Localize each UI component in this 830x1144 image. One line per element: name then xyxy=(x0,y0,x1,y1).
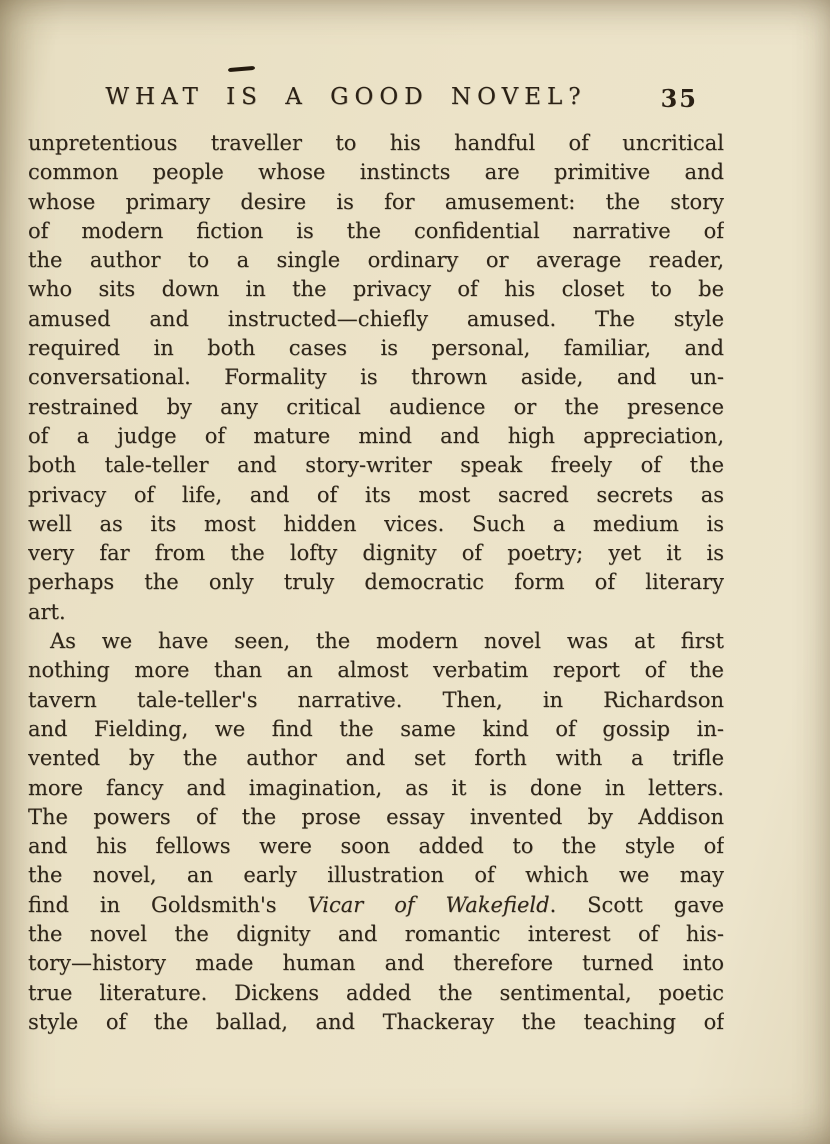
text-line-with-book-title xyxy=(28,891,724,920)
book-title-italic: Vicar of Wakefield xyxy=(307,892,550,917)
text-segment: . Scott gave xyxy=(549,892,724,917)
text-line: tory—history made human and therefore turned into xyxy=(28,951,724,976)
text-line: very far from the lofty dignity of poetry; yet it is xyxy=(28,541,724,566)
text-line: common people whose instincts are primitive and xyxy=(28,160,724,185)
paragraph-2 xyxy=(28,627,724,1037)
text-line: and his fellows were soon added to the style of xyxy=(28,834,724,859)
text-line: well as its most hidden vices. Such a medium is xyxy=(28,511,724,536)
text-line: the novel, an early illustration of which we may xyxy=(28,863,724,888)
text-line: whose primary desire is for amusement: the story xyxy=(28,189,724,214)
text-line: both tale-teller and story-writer speak freely of the xyxy=(28,453,724,478)
text-line: and Fielding, we find the same kind of gossip in- xyxy=(28,716,724,741)
running-header xyxy=(28,84,724,122)
text-line: required in both cases is personal, familiar, and xyxy=(28,336,724,361)
text-line: As we have seen, the modern novel was at first xyxy=(50,629,724,654)
text-line: more fancy and imagination, as it is done in letters. xyxy=(28,775,724,800)
text-line: privacy of life, and of its most sacred secrets as xyxy=(28,482,724,507)
text-line: of modern fiction is the confidential narrative of xyxy=(28,218,724,243)
page-text xyxy=(28,129,724,1037)
chapter-title: WHAT IS A GOOD NOVEL? xyxy=(105,84,587,110)
page-number: 35 xyxy=(660,84,698,113)
ink-smudge-mark xyxy=(228,66,255,72)
text-segment: find in Goldsmith's xyxy=(28,892,308,917)
text-line: the author to a single ordinary or average reader, xyxy=(28,248,724,273)
text-line: who sits down in the privacy of his closet to be xyxy=(28,277,724,302)
text-line: true literature. Dickens added the sentimental, poetic xyxy=(28,980,724,1005)
text-line: The powers of the prose essay invented by Addison xyxy=(28,804,724,829)
text-line: style of the ballad, and Thackeray the teaching of xyxy=(28,1009,724,1034)
text-line: of a judge of mature mind and high appreciation, xyxy=(28,423,724,448)
text-line: restrained by any critical audience or the presence xyxy=(28,394,724,419)
text-line: art. xyxy=(28,599,66,624)
text-line: conversational. Formality is thrown aside, and un- xyxy=(28,365,724,390)
paragraph-1 xyxy=(28,129,724,627)
text-line: amused and instructed—chiefly amused. The style xyxy=(28,306,724,331)
text-line: unpretentious traveller to his handful of uncritical xyxy=(28,131,724,155)
text-line: perhaps the only truly democratic form of literary xyxy=(28,570,724,595)
text-line: the novel the dignity and romantic interest of his- xyxy=(28,922,724,947)
text-line: tavern tale-teller's narrative. Then, in Richardson xyxy=(28,687,724,712)
text-line: vented by the author and set forth with a trifle xyxy=(28,746,724,771)
text-line: nothing more than an almost verbatim report of the xyxy=(28,658,724,683)
